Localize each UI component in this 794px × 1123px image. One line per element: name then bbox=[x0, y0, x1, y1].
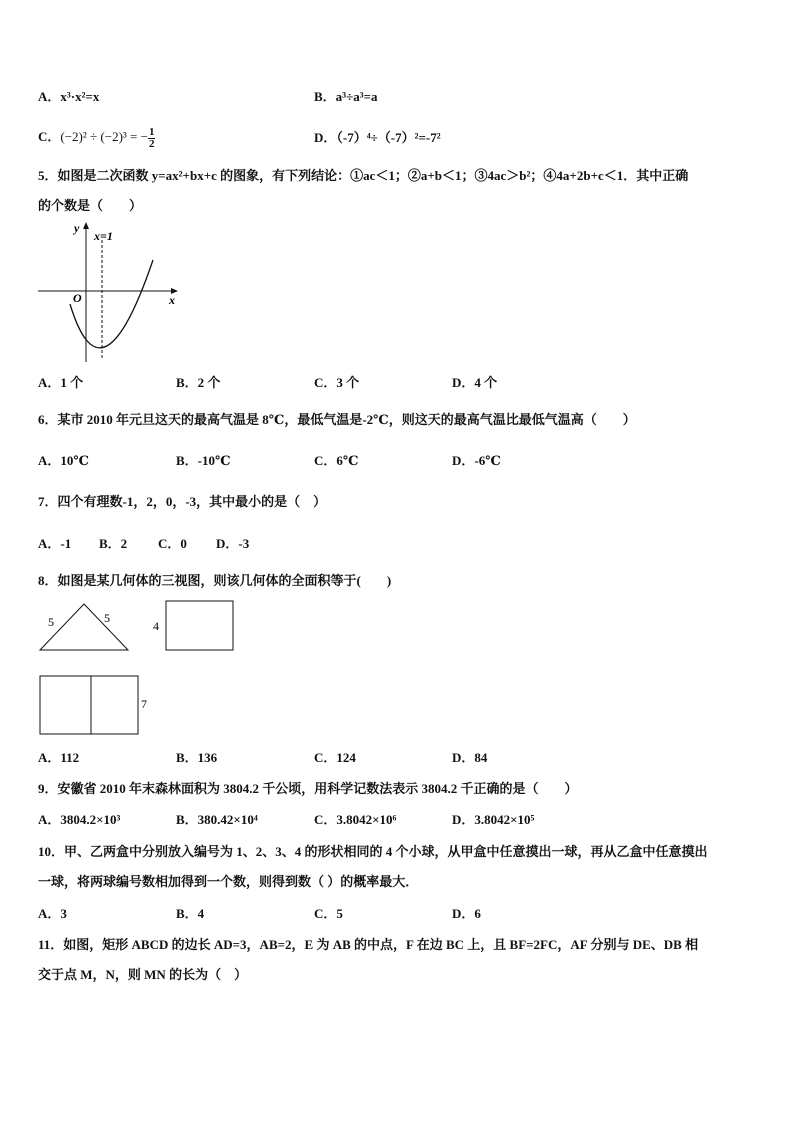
q6-stem: 6．某市 2010 年元旦这天的最高气温是 8℃，最低气温是-2℃，则这天的最高气温比最低气温高（ ） bbox=[38, 412, 636, 427]
q8-option-c: C．124 bbox=[314, 750, 356, 765]
q6-option-b: B．-10℃ bbox=[176, 453, 231, 468]
q5-option-b: B．2 个 bbox=[176, 375, 221, 390]
q7-option-d: D．-3 bbox=[216, 536, 250, 551]
q5-parabola-graph bbox=[36, 220, 186, 366]
q4-option-b: B．a³÷a³=a bbox=[314, 89, 378, 104]
q9-option-a: A．3804.2×10³ bbox=[38, 812, 121, 827]
y-axis-arrow bbox=[83, 222, 89, 229]
rectangle-height-label: 4 bbox=[153, 619, 159, 633]
side-view-rectangle bbox=[166, 601, 233, 650]
q7-option-c: C．0 bbox=[158, 536, 187, 551]
triangle-left-side-label: 5 bbox=[48, 615, 54, 629]
q11-stem-line1: 11．如图，矩形 ABCD 的边长 AD=3，AB=2，E 为 AB 的中点，F 在边 BC 上，且 BF=2FC，AF 分别与 DE、DB 相 bbox=[38, 937, 699, 952]
q6-option-c: C．6℃ bbox=[314, 453, 359, 468]
q7-stem: 7．四个有理数-1，2，0，-3，其中最小的是（ ） bbox=[38, 494, 327, 509]
q4-option-c-fraction bbox=[148, 127, 156, 150]
q4-option-c bbox=[38, 124, 155, 150]
symmetry-axis-label: x=1 bbox=[94, 229, 113, 243]
fraction-denominator: 2 bbox=[148, 137, 155, 150]
q9-stem: 9．安徽省 2010 年末森林面积为 3804.2 千公顷，用科学记数法表示 3804.2 千正确的是（ ） bbox=[38, 781, 578, 796]
q8-stem: 8．如图是某几何体的三视图，则该几何体的全面积等于( ) bbox=[38, 573, 392, 588]
origin-label: O bbox=[73, 291, 82, 305]
q5-option-c: C．3 个 bbox=[314, 375, 360, 390]
q8-option-d: D．84 bbox=[452, 750, 488, 765]
q4-option-c-expression: (−2)² ÷ (−2)³ = − bbox=[60, 129, 148, 144]
q6-option-d: D．-6℃ bbox=[452, 453, 501, 468]
y-axis-label: y bbox=[74, 221, 80, 235]
top-view-rectangle bbox=[40, 676, 138, 734]
q8-option-a: A．112 bbox=[38, 750, 80, 765]
parabola-curve bbox=[70, 260, 153, 348]
q9-option-c: C．3.8042×10⁶ bbox=[314, 812, 397, 827]
q10-option-c: C．5 bbox=[314, 906, 343, 921]
q7-option-a: A．-1 bbox=[38, 536, 72, 551]
fraction-numerator: 1 bbox=[148, 125, 155, 138]
q4-option-c-prefix: C． bbox=[38, 129, 61, 144]
q9-option-b: B．380.42×10⁴ bbox=[176, 812, 258, 827]
q8-option-b: B．136 bbox=[176, 750, 218, 765]
q10-option-b: B．4 bbox=[176, 906, 205, 921]
triangle-right-side-label: 5 bbox=[104, 611, 110, 625]
q5-stem-line2: 的个数是（ ） bbox=[38, 198, 143, 213]
q6-option-a: A．10℃ bbox=[38, 453, 89, 468]
q4-option-a: A．x³·x²=x bbox=[38, 89, 100, 104]
q11-stem-line2: 交于点 M，N，则 MN 的长为（ ） bbox=[38, 967, 248, 982]
q5-stem-line1: 5．如图是二次函数 y=ax²+bx+c 的图象，有下列结论：①ac＜1；②a+b＜1；③4ac＞b²；④4a+2b+c＜1．其中正确 bbox=[38, 168, 689, 183]
q10-stem-line1: 10．甲、乙两盒中分别放入编号为 1、2、3、4 的形状相同的 4 个小球，从甲盒中任意摸出一球，再从乙盒中任意摸出 bbox=[38, 844, 708, 859]
q8-three-views bbox=[36, 596, 246, 738]
q10-option-d: D．6 bbox=[452, 906, 481, 921]
q5-option-a: A．1 个 bbox=[38, 375, 84, 390]
q7-option-b: B．2 bbox=[99, 536, 128, 551]
q10-option-a: A．3 bbox=[38, 906, 67, 921]
top-view-height-label: 7 bbox=[141, 697, 147, 711]
q10-stem-line2: 一球，将两球编号数相加得到一个数，则得到数（ ）的概率最大． bbox=[38, 874, 419, 889]
x-axis-label: x bbox=[169, 293, 175, 307]
q5-option-d: D．4 个 bbox=[452, 375, 498, 390]
q4-option-d: D．（-7）⁴÷（-7）²=-7² bbox=[314, 130, 441, 145]
q9-option-d: D．3.8042×10⁵ bbox=[452, 812, 535, 827]
